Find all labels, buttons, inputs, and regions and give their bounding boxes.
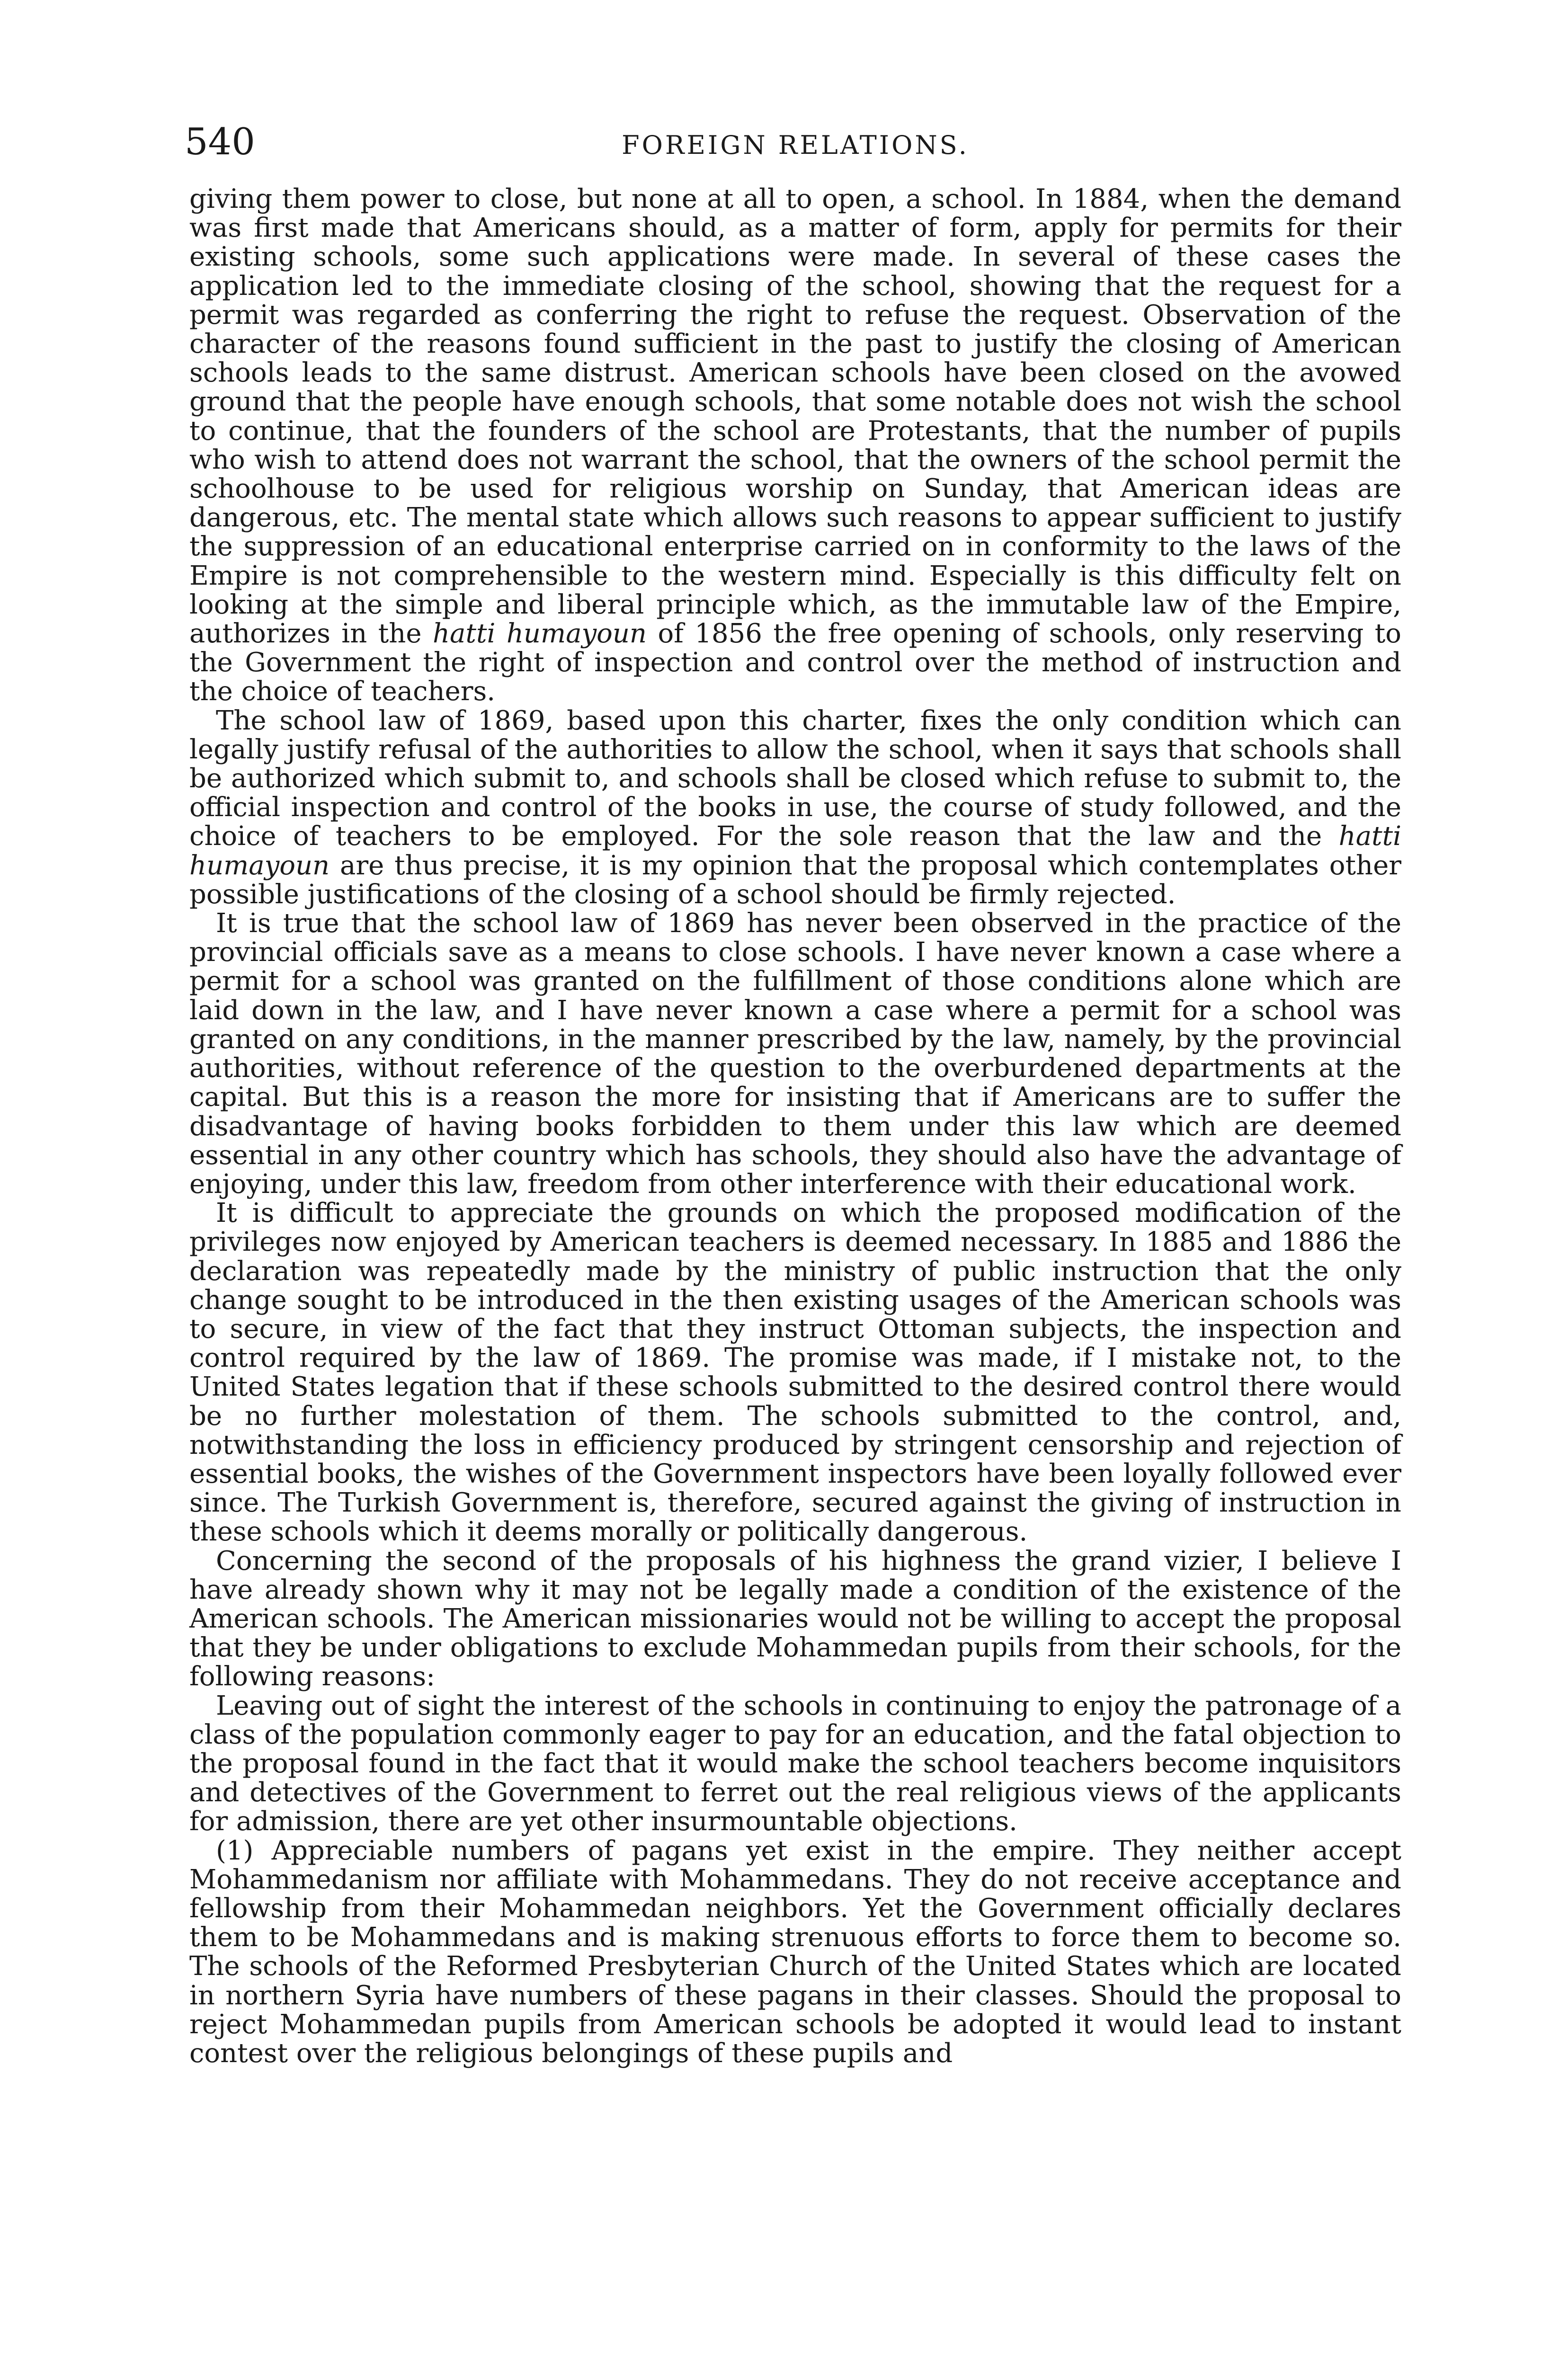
document-page (185, 118, 1402, 2069)
paragraph-text: are thus precise, it is my opinion that the proposal which contemplates other possible justifications of the closing of a school should be firmly rejected. (189, 850, 1401, 910)
paragraph (189, 1836, 1401, 2068)
italic-term: hatti humayoun (432, 618, 647, 650)
paragraph-text: (1) Appreciable numbers of pagans yet exist in the empire. They neither accept Mohammedanism nor affiliate with Mohammedans. They do not receive acceptance and fellowship from their Mohammedan neighbors. Yet the Government officially declares them to be Mohammedans and is making strenuous efforts to force them to become so. The schools of the Reformed Presbyterian Church of the United States which are located in northern Syria have numbers of these pagans in their classes. Should the proposal to reject Mohammedan pupils from American schools be adopted it would lead to instant contest over the religious belongings of these pupils and (189, 1835, 1401, 2069)
paragraph (189, 909, 1401, 1199)
running-title: FOREIGN RELATIONS. (622, 130, 969, 160)
paragraph (189, 1199, 1401, 1546)
paragraph-text: It is true that the school law of 1869 has never been observed in the practice of the provincial officials save as a means to close schools. I have never known a case where a permit for a school was granted on the fulfillment of those conditions alone which are laid down in the law, and I have never known a case where a permit for a school was granted on any conditions, in the manner prescribed by the law, namely, by the provincial authorities, without reference of the question to the overburdened departments at the capital. But this is a reason the more for insisting that if Americans are to suffer the disadvantage of having books forbidden to them under this law which are deemed essential in any other country which has schools, they should also have the advantage of enjoying, under this law, freedom from other interference with their educational work. (189, 908, 1401, 1200)
paragraph-text: Leaving out of sight the interest of the schools in continuing to enjoy the patronage of a class of the population commonly eager to pay for an education, and the fatal objection to the proposal found in the fact that it would make the school teachers become inquisitors and detectives of the Government to ferret out the real religious views of the applicants for admission, there are yet other insurmountable objections. (189, 1690, 1401, 1837)
paragraph (189, 1691, 1401, 1836)
body-text (189, 185, 1401, 2068)
paragraph-text: Concerning the second of the proposals of his highness the grand vizier, I believe I have already shown why it may not be legally made a condition of the existence of the American schools. The American missionaries would not be willing to accept the proposal that they be under obligations to exclude Mohammedan pupils from their schools, for the following reasons: (189, 1545, 1401, 1692)
paragraph-text: The school law of 1869, based upon this charter, fixes the only condition which can legally justify refusal of the authorities to allow the school, when it says that schools shall be authorized which submit to, and schools shall be closed which refuse to submit to, the official inspection and control of the books in use, the course of study followed, and the choice of teachers to be employed. For the sole reason that the law and the (189, 705, 1401, 852)
paragraph (189, 706, 1401, 909)
italic-term: hatti humayoun (189, 821, 1401, 881)
page-header (185, 118, 1401, 170)
paragraph-text: giving them power to close, but none at all to open, a school. In 1884, when the demand was first made that Americans should, as a matter of form, apply for permits for their existing schools, some such applications were made. In several of these cases the application led to the immediate closing of the school, showing that the request for a permit was regarded as conferring the right to refuse the request. Observation of the character of the reasons found sufficient in the past to justify the closing of American schools leads to the same distrust. American schools have been closed on the avowed ground that the people have enough schools, that some notable does not wish the school to continue, that the founders of the school are Protestants, that the number of pupils who wish to attend does not warrant the school, that the owners of the school permit the schoolhouse to be used for religious worship on Sunday, that American ideas are dangerous, etc. The mental state which allows such reasons to appear sufficient to justify the suppression of an educational enterprise carried on in conformity to the laws of the Empire is not comprehensible to the western mind. Especially is this difficulty felt on looking at the simple and liberal principle which, as the immutable law of the Empire, authorizes in the (189, 184, 1401, 650)
paragraph-text: of 1856 the free opening of schools, only reserving to the Government the right of inspection and control over the method of instruction and the choice of teachers. (189, 618, 1402, 707)
paragraph-text: It is difficult to appreciate the grounds on which the proposed modification of the privileges now enjoyed by American teachers is deemed necessary. In 1885 and 1886 the declaration was repeatedly made by the ministry of public instruction that the only change sought to be introduced in the then existing usages of the American schools was to secure, in view of the fact that they instruct Ottoman subjects, the inspection and control required by the law of 1869. The promise was made, if I mistake not, to the United States legation that if these schools submitted to the desired control there would be no further molestation of them. The schools submitted to the control, and, notwithstanding the loss in efficiency produced by stringent censorship and rejection of essential books, the wishes of the Government inspectors have been loyally followed ever since. The Turkish Government is, therefore, secured against the giving of instruction in these schools which it deems morally or politically dangerous. (189, 1198, 1401, 1548)
paragraph (189, 185, 1401, 706)
page-number: 540 (185, 121, 255, 163)
paragraph (189, 1547, 1401, 1691)
